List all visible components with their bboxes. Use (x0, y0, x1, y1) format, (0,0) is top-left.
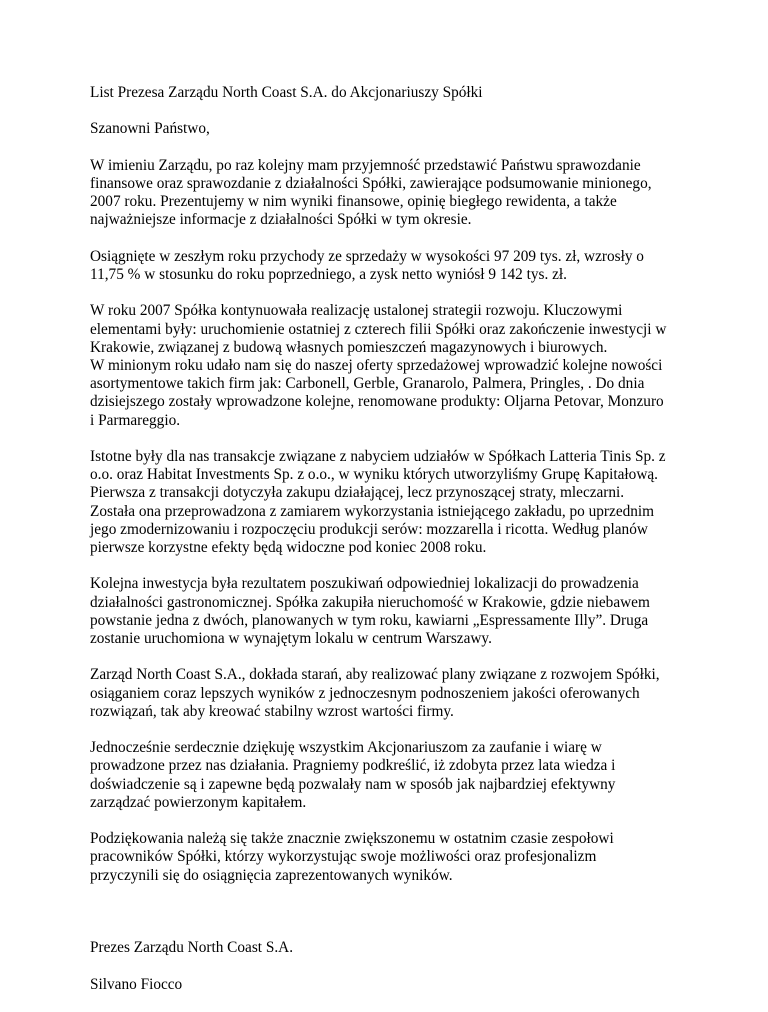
paragraph-line: asortymentowe takich firm jak: Carbonell, Gerble, Granarolo, Palmera, Pringles, . Do dnia (90, 375, 645, 393)
paragraph-line: zostanie uruchomiona w wynajętym lokalu w centrum Warszawy. (90, 630, 492, 647)
letter-page (90, 84, 686, 1012)
paragraph-line: W roku 2007 Spółka kontynuowała realizację ustalonej strategii rozwoju. Kluczowymi (90, 302, 623, 320)
paragraph-line: pierwsze korzystne efekty będą widoczne pod koniec 2008 roku. (90, 539, 487, 556)
paragraph-line: najważniejsze informacje z działalności Spółki w tym okresie. (90, 211, 472, 229)
paragraph-line: powstanie jedna z dwóch, planowanych w tym roku, kawiarni „Espressamente Illy”. Druga (90, 611, 649, 629)
body-paragraph (90, 248, 686, 284)
paragraph-line: pracowników Spółki, którzy wykorzystując swoje możliwości oraz profesjonalizm (90, 848, 597, 866)
paragraph-line: działalności gastronomicznej. Spółka zakupiła nieruchomość w Krakowie, gdzie niebawem (90, 593, 650, 611)
paragraph-line: Zarząd North Coast S.A., dokłada starań, aby realizować plany związane z rozwojem Spółki, (90, 666, 660, 684)
body-paragraph (90, 157, 686, 230)
signature-title: Prezes Zarządu North Coast S.A. (90, 939, 294, 957)
letter-body (90, 157, 686, 885)
paragraph-line: rozwiązań, tak aby kreować stabilny wzrost wartości firmy. (90, 702, 454, 720)
paragraph-line: dzisiejszego zostały wprowadzone kolejne, renomowane produkty: Oljarna Petovar, Monzuro (90, 393, 664, 411)
paragraph-line: Krakowie, związanej z budową własnych pomieszczeń magazynowych i biurowych. (90, 338, 608, 356)
letter-heading: List Prezesa Zarządu North Coast S.A. do Akcjonariuszy Spółki (90, 84, 483, 101)
paragraph-line: prowadzone przez nas działania. Pragniemy podkreślić, iż zdobyta przez lata wiedza i (90, 757, 616, 775)
paragraph-line: i Parmareggio. (90, 411, 181, 429)
paragraph-line: jego zmodernizowaniu i rozpoczęciu produkcji serów: mozzarella i ricotta. Według planów (90, 520, 648, 538)
paragraph-line: Istotne były dla nas transakcje związane z nabyciem udziałów w Spółkach Latteria Tinis Sp. z (90, 447, 666, 465)
paragraph-line: zarządzać powierzonym kapitałem. (90, 793, 307, 811)
paragraph-line: o.o. oraz Habitat Investments Sp. z o.o., w wyniku których utworzyliśmy Grupę Kapitałową. (90, 466, 658, 484)
body-paragraph (90, 739, 686, 812)
body-paragraph (90, 830, 686, 885)
body-paragraph (90, 302, 686, 429)
paragraph-line: W minionym roku udało nam się do naszej oferty sprzedażowej wprowadzić kolejne nowości (90, 356, 663, 374)
paragraph-line: Pierwsza z transakcji dotyczyła zakupu działającej, lecz przynoszącej straty, mleczarni. (90, 484, 625, 502)
paragraph-line: 11,75 % w stosunku do roku poprzedniego, a zysk netto wyniósł 9 142 tys. zł. (90, 265, 567, 283)
paragraph-line: przyczynili się do osiągnięcia zaprezentowanych wyników. (90, 866, 453, 884)
body-paragraph (90, 666, 686, 721)
letter-salutation: Szanowni Państwo, (90, 120, 210, 138)
paragraph-line: Kolejna inwestycja była rezultatem poszukiwań odpowiedniej lokalizacji do prowadzenia (90, 575, 639, 593)
paragraph-line: Jednocześnie serdecznie dziękuję wszystkim Akcjonariuszom za zaufanie i wiarę w (90, 739, 602, 757)
body-paragraph (90, 575, 686, 648)
paragraph-line: Została ona przeprowadzona z zamiarem wykorzystania istniejącego zakładu, po uprzednim (90, 502, 655, 520)
paragraph-line: Osiągnięte w zeszłym roku przychody ze sprzedaży w wysokości 97 209 tys. zł, wzrosły o (90, 247, 644, 265)
paragraph-line: 2007 roku. Prezentujemy w nim wyniki finansowe, opinię biegłego rewidenta, a także (90, 193, 617, 211)
signature-name: Silvano Fiocco (90, 975, 183, 993)
paragraph-line: osiąganiem coraz lepszych wyników z jednoczesnym podnoszeniem jakości oferowanych (90, 684, 640, 702)
paragraph-line: W imieniu Zarządu, po raz kolejny mam przyjemność przedstawić Państwu sprawozdanie (90, 156, 641, 174)
paragraph-line: doświadczenie są i zapewne będą pozwalały nam w sposób jak najbardziej efektywny (90, 775, 616, 793)
paragraph-line: Podziękowania należą się także znacznie zwiększonemu w ostatnim czasie zespołowi (90, 830, 614, 848)
signature-spacer (90, 903, 686, 939)
paragraph-line: finansowe oraz sprawozdanie z działalności Spółki, zawierające podsumowanie minionego, (90, 174, 652, 192)
body-paragraph (90, 448, 686, 557)
paragraph-line: elementami były: uruchomienie ostatniej z czterech filii Spółki oraz zakończenie inwestycji w (90, 320, 667, 338)
